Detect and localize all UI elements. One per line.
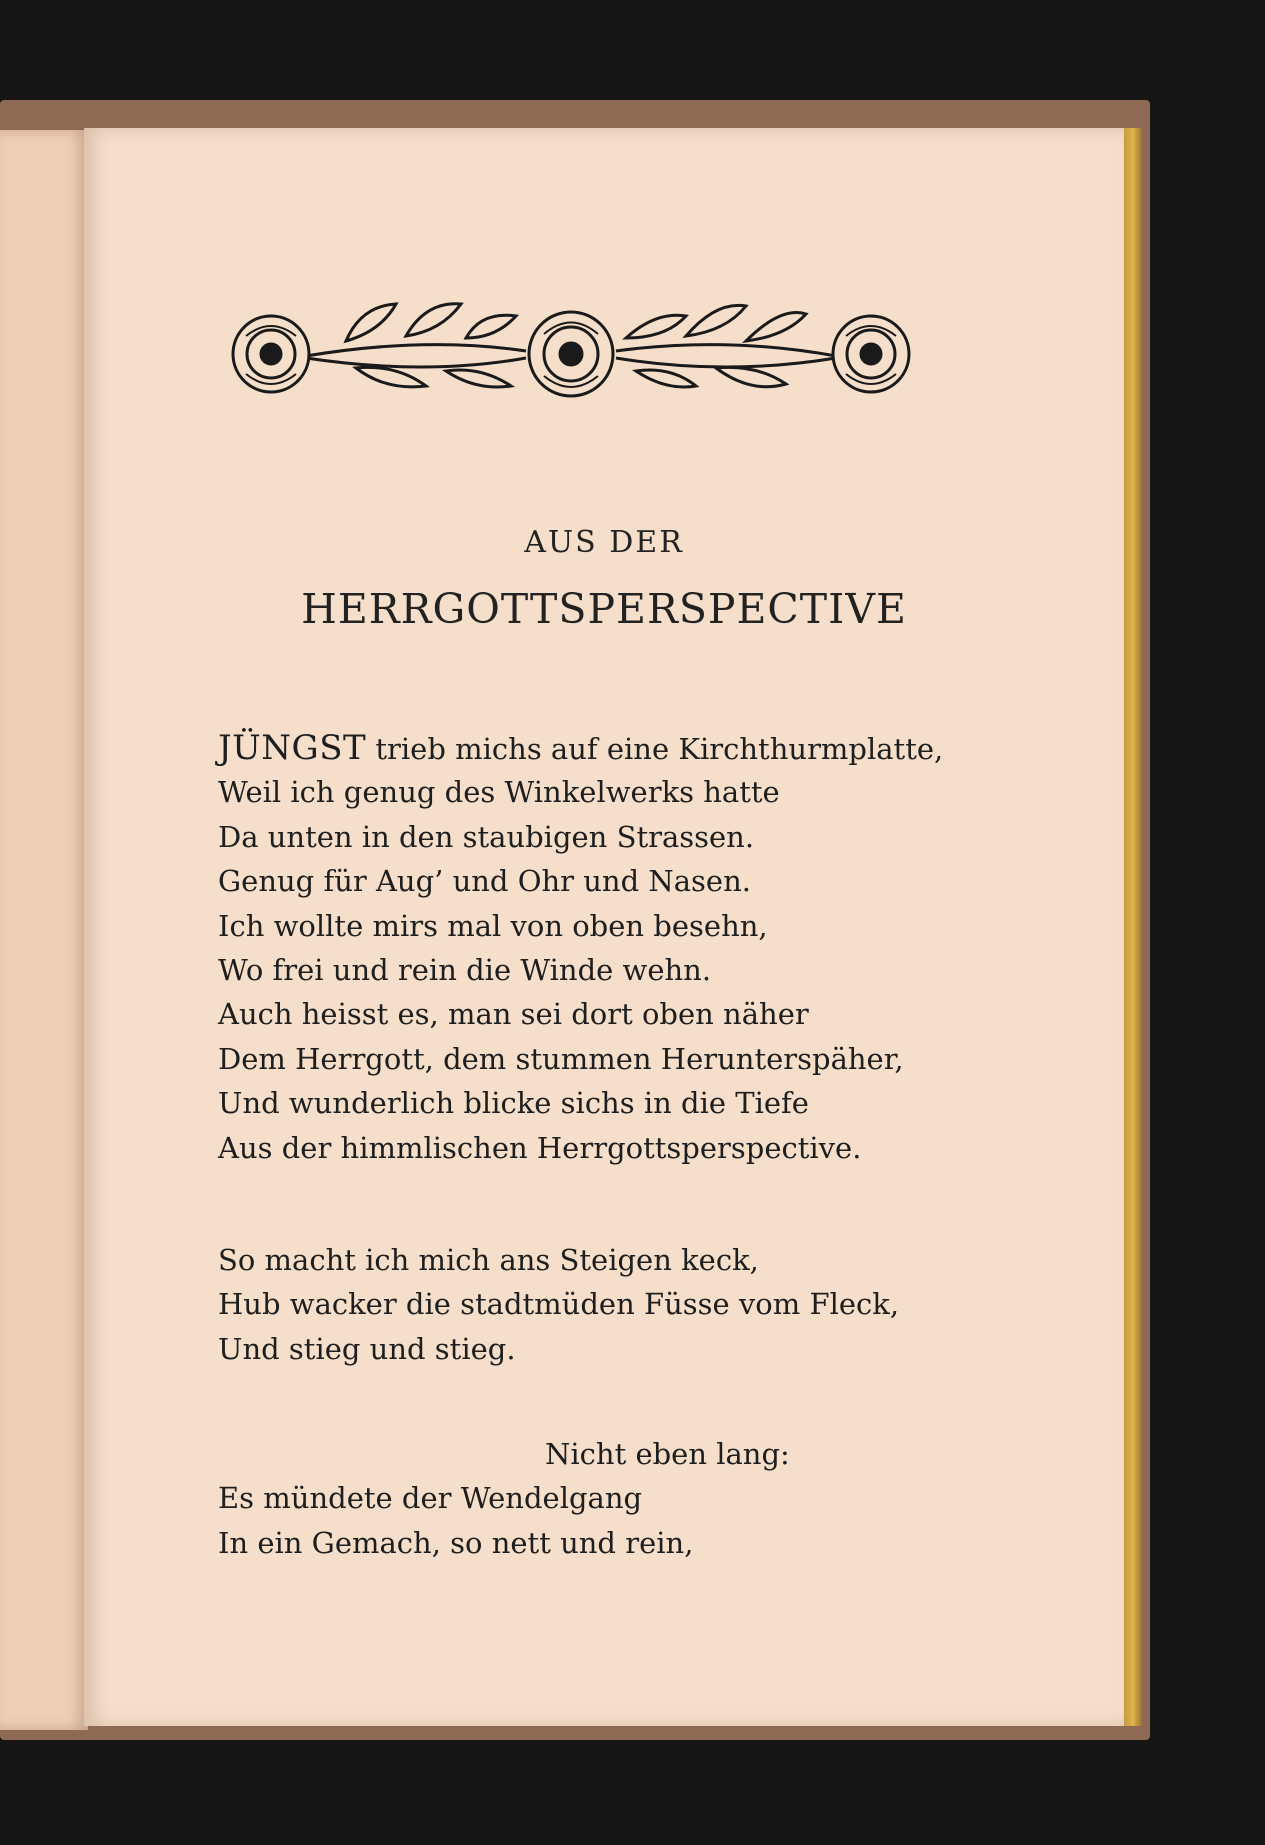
poem-line	[218, 726, 944, 770]
left-page	[0, 130, 88, 1730]
poem-line: Aus der himmlischen Herrgottsperspective.	[218, 1130, 862, 1165]
poem-line: Auch heisst es, man sei dort oben näher	[218, 997, 809, 1032]
floral-vine-ornament-icon	[226, 296, 916, 406]
poem-line: Und stieg und stieg.	[218, 1331, 516, 1366]
gilt-page-edge	[1124, 128, 1142, 1726]
poem-line: Da unten in den staubigen Strassen.	[218, 819, 755, 854]
poem-line: Hub wacker die stadtmüden Füsse vom Fleck,	[218, 1287, 900, 1322]
page-title: HERRGOTTSPERSPECTIVE	[301, 585, 907, 633]
poem-stanza-1	[218, 726, 944, 1170]
poem-line: Wo frei und rein die Winde wehn.	[218, 952, 712, 987]
poem-stanza-3	[218, 1432, 938, 1565]
poem-line: Es mündete der Wendelgang	[218, 1481, 643, 1516]
poem-line-text: trieb michs auf eine Kirchthurmplatte,	[366, 732, 944, 766]
page-title-small: AUS DER	[524, 525, 684, 560]
poem-stanza-2	[218, 1238, 938, 1371]
poem-line-indented: Nicht eben lang:	[545, 1437, 790, 1471]
poem-line: Ich wollte mirs mal von oben besehn,	[218, 908, 768, 943]
poem-line: Dem Herrgott, dem stummen Herunterspäher,	[218, 1041, 904, 1076]
poem-line: Weil ich genug des Winkelwerks hatte	[218, 775, 780, 810]
poem-line: In ein Gemach, so nett und rein,	[218, 1525, 694, 1560]
poem-line: So macht ich mich ans Steigen keck,	[218, 1243, 759, 1277]
poem-line: Und wunderlich blicke sichs in die Tiefe	[218, 1086, 809, 1121]
poem-line: Genug für Aug’ und Ohr und Nasen.	[218, 864, 751, 899]
drop-cap-word: JÜNGST	[218, 728, 367, 768]
